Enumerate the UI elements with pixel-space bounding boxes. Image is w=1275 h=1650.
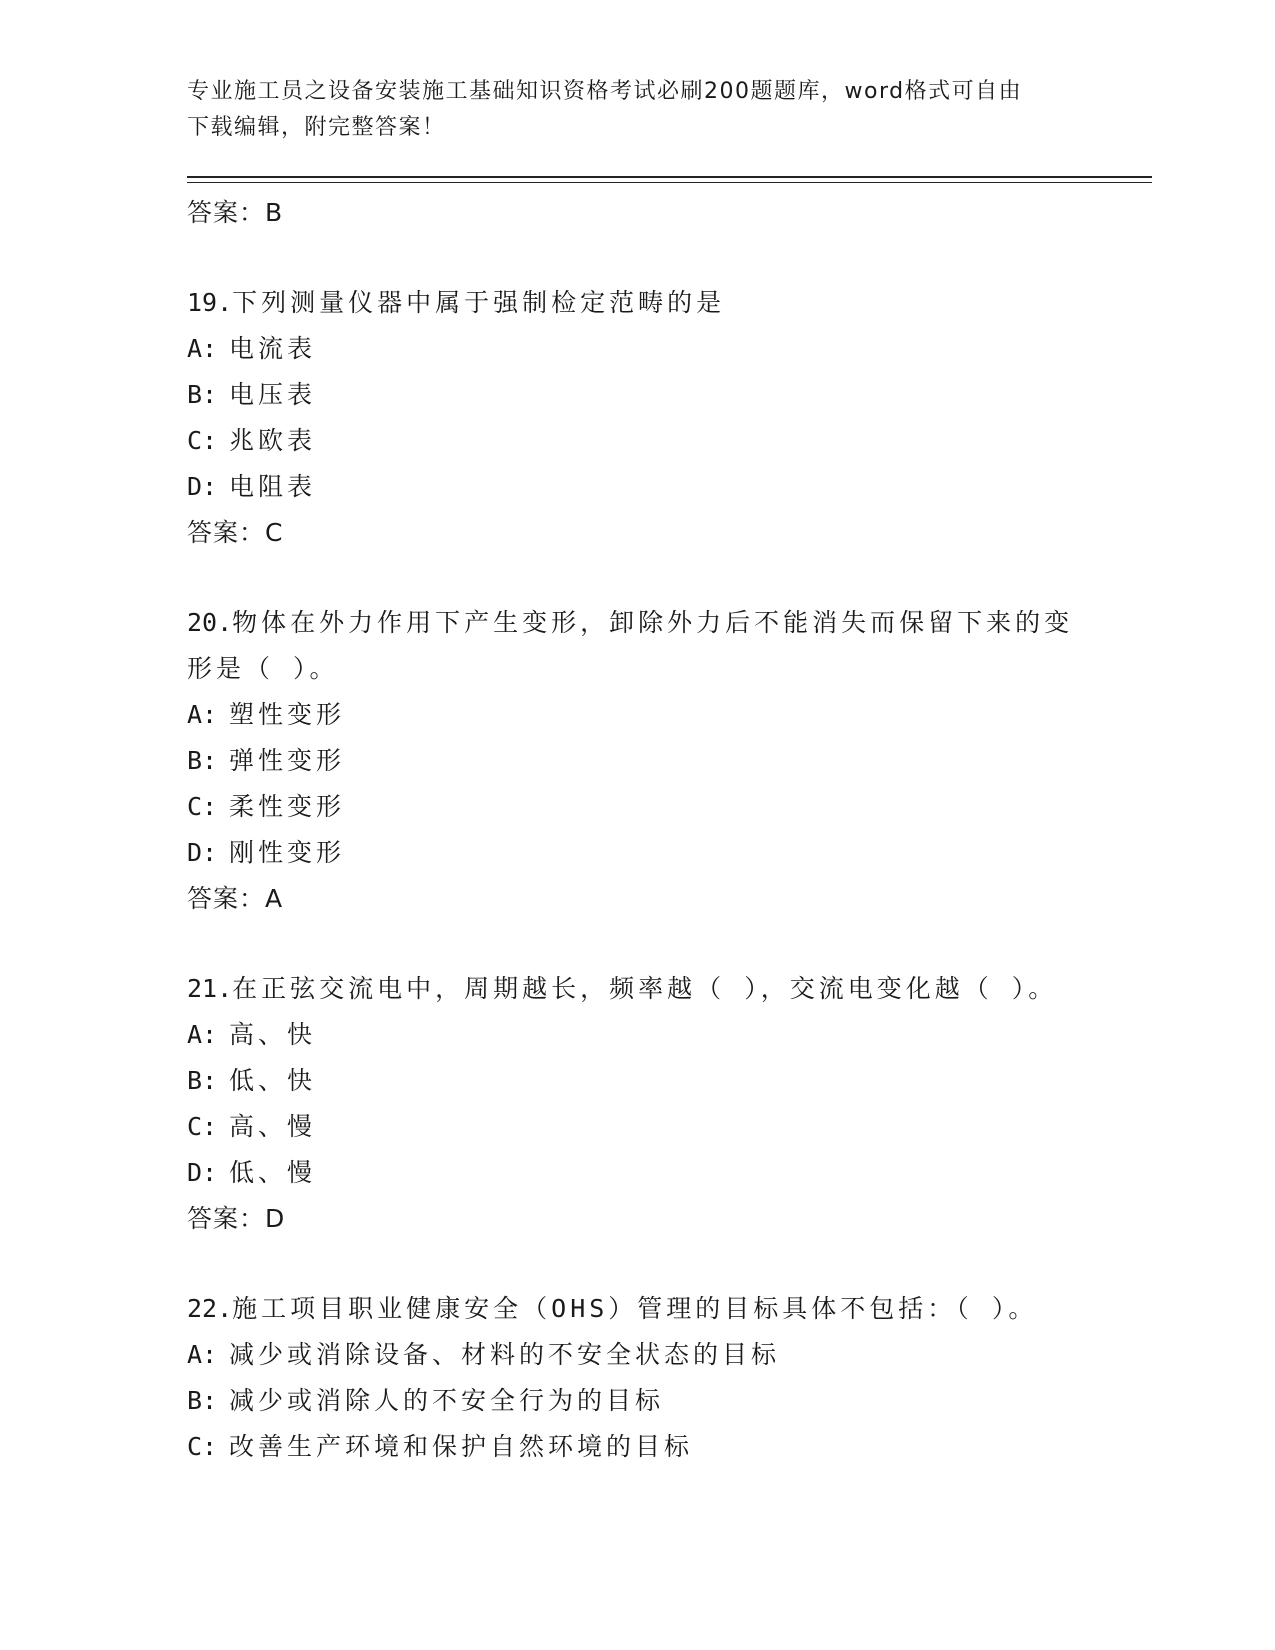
option-item <box>187 464 1152 510</box>
question-block <box>187 600 1152 922</box>
header-rule-thin <box>187 182 1152 183</box>
option-letter: C: <box>187 1112 218 1141</box>
option-text: 弹性变形 <box>229 746 346 775</box>
option-letter: A: <box>187 334 218 363</box>
option-letter: B: <box>187 380 218 409</box>
option-text: 兆欧表 <box>229 426 317 455</box>
question-number: 21. <box>187 974 233 1003</box>
answer-value: D <box>265 1204 286 1233</box>
question-stem <box>187 646 1152 692</box>
option-letter: A: <box>187 1340 218 1369</box>
answer-value: A <box>265 884 284 913</box>
option-item <box>187 784 1152 830</box>
answer-prefix: 答案： <box>187 198 266 227</box>
answer-line <box>187 1196 1152 1242</box>
option-text: 减少或消除设备、材料的不安全状态的目标 <box>229 1340 781 1369</box>
option-item <box>187 418 1152 464</box>
header-line-1: 专业施工员之设备安装施工基础知识资格考试必刷200题题库，word格式可自由 <box>187 79 1023 104</box>
option-letter: A: <box>187 700 218 729</box>
option-text: 电阻表 <box>229 472 317 501</box>
option-item <box>187 830 1152 876</box>
option-text: 改善生产环境和保护自然环境的目标 <box>229 1432 694 1461</box>
question-text: 物体在外力作用下产生变形，卸除外力后不能消失而保留下来的变 <box>232 608 1074 637</box>
answer-prefix: 答案： <box>187 884 266 913</box>
question-stem <box>187 280 1152 326</box>
option-letter: D: <box>187 1158 218 1187</box>
previous-answer <box>187 190 1152 236</box>
option-item <box>187 692 1152 738</box>
question-block <box>187 966 1152 1242</box>
option-item <box>187 372 1152 418</box>
question-text: 形是（ ）。 <box>187 654 339 683</box>
option-text: 电流表 <box>229 334 317 363</box>
answer-value: B <box>265 198 284 227</box>
question-stem <box>187 966 1152 1012</box>
answer-prefix: 答案： <box>187 1204 266 1233</box>
option-item <box>187 1058 1152 1104</box>
answer-value: C <box>265 518 284 547</box>
question-number: 22. <box>187 1294 233 1323</box>
option-text: 低、快 <box>229 1066 317 1095</box>
question-text: 在正弦交流电中，周期越长，频率越（ ），交流电变化越（ ）。 <box>232 974 1058 1003</box>
option-letter: C: <box>187 1432 218 1461</box>
document-header <box>187 74 1077 146</box>
question-stem <box>187 1286 1152 1332</box>
header-rule-thick <box>187 176 1152 178</box>
answer-line <box>187 876 1152 922</box>
option-text: 高、快 <box>229 1020 317 1049</box>
option-text: 柔性变形 <box>229 792 346 821</box>
option-letter: B: <box>187 1386 218 1415</box>
option-letter: A: <box>187 1020 218 1049</box>
option-text: 刚性变形 <box>229 838 346 867</box>
option-item <box>187 738 1152 784</box>
option-item <box>187 1378 1152 1424</box>
question-block <box>187 1286 1152 1470</box>
option-item <box>187 326 1152 372</box>
option-item <box>187 1332 1152 1378</box>
option-item <box>187 1424 1152 1470</box>
option-text: 塑性变形 <box>229 700 346 729</box>
option-item <box>187 1012 1152 1058</box>
option-item <box>187 1104 1152 1150</box>
question-block <box>187 280 1152 556</box>
question-number: 20. <box>187 608 233 637</box>
question-stem <box>187 600 1152 646</box>
option-text: 高、慢 <box>229 1112 317 1141</box>
option-letter: B: <box>187 1066 218 1095</box>
option-letter: C: <box>187 426 218 455</box>
option-text: 低、慢 <box>229 1158 317 1187</box>
option-text: 电压表 <box>229 380 317 409</box>
question-text: 下列测量仪器中属于强制检定范畴的是 <box>232 288 726 317</box>
option-item <box>187 1150 1152 1196</box>
option-letter: B: <box>187 746 218 775</box>
option-text: 减少或消除人的不安全行为的目标 <box>229 1386 665 1415</box>
answer-line <box>187 510 1152 556</box>
question-list <box>187 190 1152 1470</box>
question-text: 施工项目职业健康安全（OHS）管理的目标具体不包括：（ ）。 <box>232 1294 1038 1323</box>
answer-prefix: 答案： <box>187 518 266 547</box>
option-letter: C: <box>187 792 218 821</box>
header-line-2: 下载编辑，附完整答案！ <box>187 115 446 140</box>
question-number: 19. <box>187 288 233 317</box>
option-letter: D: <box>187 472 218 501</box>
option-letter: D: <box>187 838 218 867</box>
